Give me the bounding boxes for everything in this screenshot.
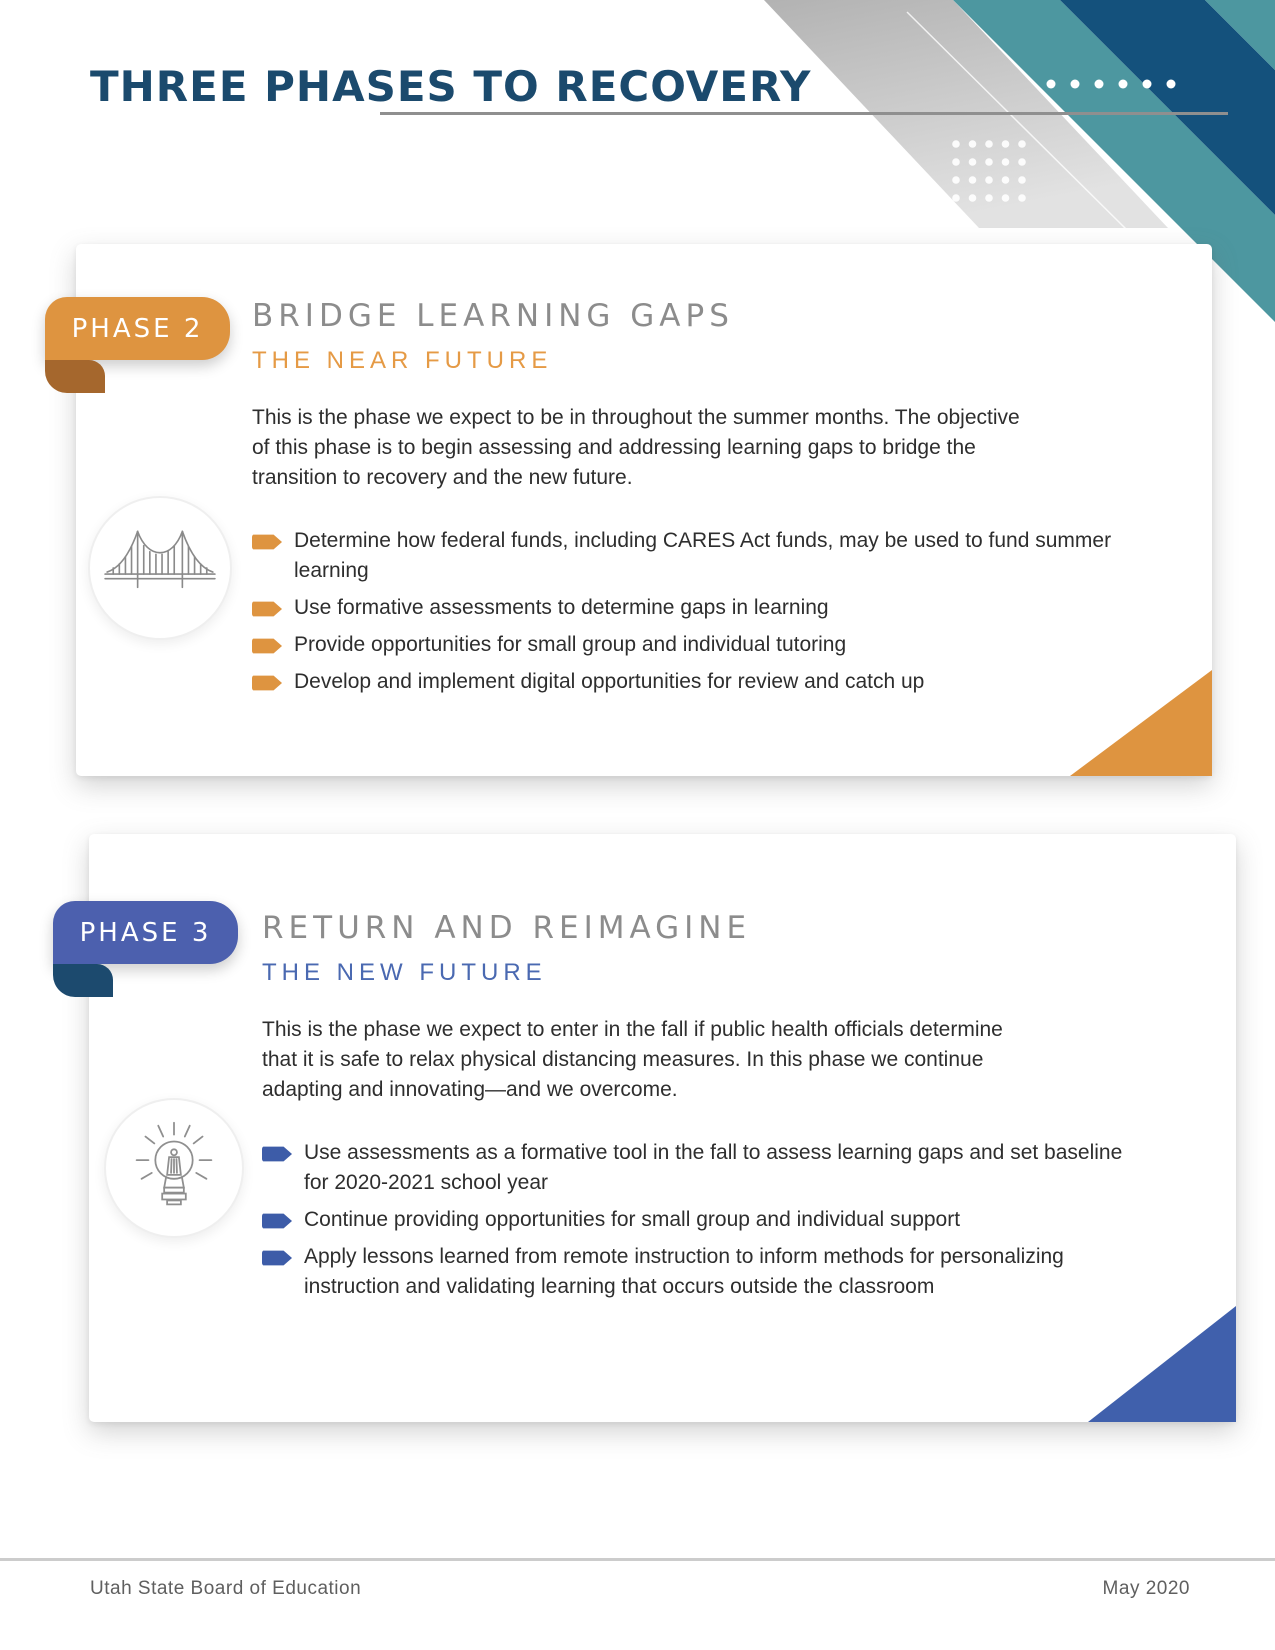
bridge-icon-circle: [88, 496, 232, 640]
list-item: [252, 667, 1142, 697]
bullet-text: Provide opportunities for small group and individual tutoring: [294, 633, 847, 656]
phase3-bullet-list: [262, 1138, 1152, 1302]
list-item: [252, 593, 1142, 623]
list-item: [252, 526, 1142, 586]
phase2-badge: [45, 297, 230, 393]
bullet-text: Develop and implement digital opportunities for review and catch up: [294, 670, 925, 693]
phase2-heading: BRIDGE LEARNING GAPS: [252, 298, 734, 334]
phase2-card: [76, 244, 1212, 776]
list-item: [262, 1138, 1152, 1198]
footer-organization: Utah State Board of Education: [90, 1578, 362, 1599]
lightbulb-icon-circle: [104, 1098, 244, 1238]
phase3-card: [89, 834, 1236, 1422]
bullet-text: Determine how federal funds, including CARES Act funds, may be used to fund summer learning: [294, 529, 1112, 582]
bullet-text: Apply lessons learned from remote instruction to inform methods for personalizing instruction and validating learning that occurs outside the classroom: [304, 1245, 1064, 1298]
tag-bullet-icon: [262, 1250, 292, 1266]
tag-bullet-icon: [252, 638, 282, 654]
phase2-content: [76, 244, 1212, 776]
tag-bullet-icon: [262, 1213, 292, 1229]
phase3-content: [89, 834, 1236, 1422]
phase3-badge-fold: [53, 964, 113, 997]
bullet-text: Use assessments as a formative tool in the fall to assess learning gaps and set baseline for 2020-2021 school year: [304, 1141, 1123, 1194]
bridge-icon: [99, 507, 221, 629]
list-item: [252, 630, 1142, 660]
footer-date: May 2020: [1102, 1578, 1190, 1599]
footer-divider: [0, 1558, 1275, 1561]
phase3-badge: [53, 901, 238, 997]
phase3-description: This is the phase we expect to enter in the fall if public health officials determine that it is safe to relax physical distancing measures. In this phase we continue adapting and innovating—and we overcome.: [262, 1018, 1003, 1101]
list-item: [262, 1242, 1152, 1302]
page-title: THREE PHASES TO RECOVERY: [90, 62, 812, 111]
bullet-text: Continue providing opportunities for small group and individual support: [304, 1208, 961, 1231]
tag-bullet-icon: [252, 534, 282, 550]
phase2-badge-fold: [45, 360, 105, 393]
phase3-subheading: THE NEW FUTURE: [262, 959, 547, 986]
phase2-subheading: THE NEAR FUTURE: [252, 347, 553, 374]
bullet-text: Use formative assessments to determine gaps in learning: [294, 596, 829, 619]
phase2-bullet-list: [252, 526, 1142, 697]
phase2-badge-label: PHASE 2: [45, 297, 230, 360]
list-item: [262, 1205, 1152, 1235]
phase3-heading: RETURN AND REIMAGINE: [262, 910, 752, 946]
title-underline: [380, 112, 1228, 115]
tag-bullet-icon: [252, 675, 282, 691]
phase3-badge-label: PHASE 3: [53, 901, 238, 964]
tag-bullet-icon: [262, 1146, 292, 1162]
lightbulb-icon: [115, 1109, 233, 1227]
tag-bullet-icon: [252, 601, 282, 617]
phase2-description: This is the phase we expect to be in throughout the summer months. The objective of this phase is to begin assessing and addressing learning gaps to bridge the transition to recovery and the new future.: [252, 406, 1020, 489]
